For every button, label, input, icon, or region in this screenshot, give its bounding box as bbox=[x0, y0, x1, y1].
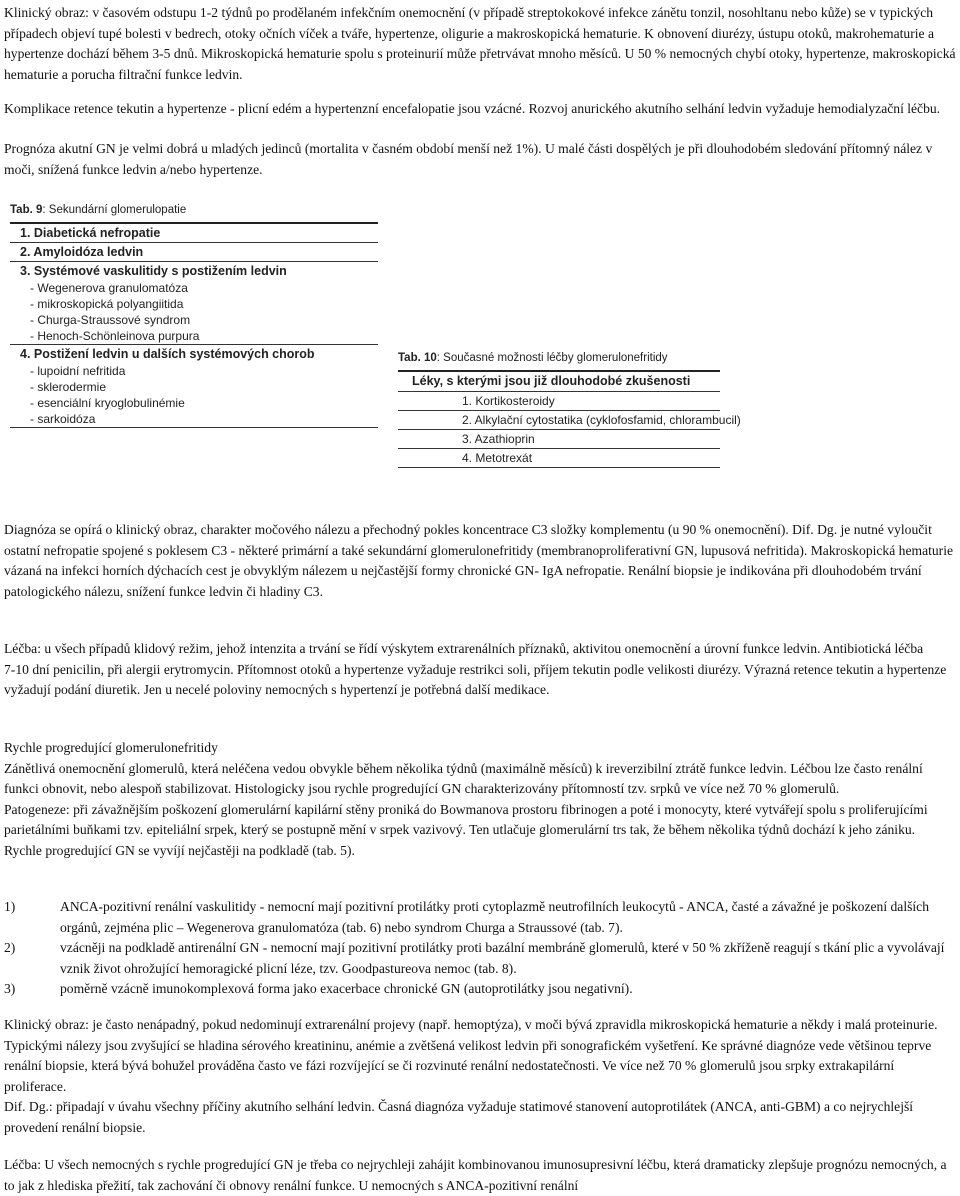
table-group-item: - mikroskopická polyangiitida bbox=[30, 297, 184, 311]
paragraph-text: Klinický obraz: v časovém odstupu 1-2 týdnů po prodělaném infekčním onemocnění (v případě streptokokové infekce zánětu tonzil, nosohltanu nebo kůže) se v typických případech objeví tupé bolesti v bedrech, otoky očních víček a tváře, hypertenze, oligurie a makroskopická hematurie. K obnovení diurézy, ústupu otoků, makrohematurie a hypertenze dochází během 3-5 dnů. Mikroskopická hematurie spolu s proteinurií může přetrvávat mnoho měsíců. U 50 % nemocných chybí otoky, hypertenze, makroskopická hematurie a porucha filtrační funkce ledvin. bbox=[4, 5, 956, 82]
list-number: 2) bbox=[4, 940, 16, 956]
paragraph-rpgn-treatment bbox=[4, 1155, 956, 1196]
section-title: Rychle progredující glomerulonefritidy bbox=[4, 740, 218, 755]
list-item bbox=[4, 938, 956, 979]
list-item bbox=[4, 979, 956, 1000]
table-group-item: - esenciální kryoglobulinémie bbox=[30, 396, 185, 410]
table-group-title: 4. Postižení ledvin u dalších systémových chorob bbox=[20, 347, 315, 361]
list-number: 3) bbox=[4, 981, 16, 997]
list-text: ANCA-pozitivní renální vaskulitidy - nemocní mají pozitivní protilátky proti cytoplazmě neutrofilních leukocytů - ANCA, časté a závažné je poškození dalších orgánů, zejména plic – Wegenerova granulomatóza (tab. 6) nebo syndrom Churga a Straussové (tab. 7). bbox=[60, 899, 930, 935]
table-item: 2. Alkylační cytostatika (cyklofosfamid, chlorambucil) bbox=[462, 413, 741, 427]
paragraph-treatment bbox=[4, 639, 956, 701]
list-number: 1) bbox=[4, 899, 16, 914]
table-header: Léky, s kterými jsou již dlouhodobé zkušenosti bbox=[412, 374, 691, 388]
table-group-item: - sarkoidóza bbox=[30, 412, 96, 426]
table-number: Tab. 9 bbox=[10, 204, 43, 216]
table-body bbox=[398, 392, 741, 468]
table-group bbox=[10, 224, 378, 242]
paragraph-complications bbox=[4, 99, 956, 120]
paragraph-text: Léčba: U všech nemocných s rychle progredující GN je třeba co nejrychleji zahájit kombinovanou imunosupresivní léčbu, která dramaticky zlepšuje prognózu nemocných, a to jak z hlediska přežití, tak zachování či obnovy renální funkce. U nemocných s ANCA-pozitivní renální bbox=[4, 1157, 947, 1193]
table-group bbox=[10, 345, 378, 427]
paragraph-diagnosis bbox=[4, 520, 956, 602]
paragraph-text: Dif. Dg.: připadají v úvahu všechny příčiny akutního selhání ledvin. Časná diagnóza vyžaduje statimové stanovení autoprotilátek (ANCA, anti-GBM) a co nejrychlejší provedení renální biopsie. bbox=[4, 1099, 914, 1135]
table-group bbox=[10, 262, 378, 344]
list-text: poměrně vzácně imunokomplexová forma jako exacerbace chronické GN (autoprotilátky jsou negativní). bbox=[60, 981, 633, 997]
table-item: 1. Kortikosteroidy bbox=[462, 394, 555, 408]
table-body bbox=[10, 224, 378, 428]
list-text: vzácněji na podkladě antirenální GN - nemocní mají pozitivní protilátky proti bazální membráně glomerulů, které v 50 % zkříženě reagují s tkání plic a vyvolávají vznik život ohrožující hemoragické plicní léze, tzv. Goodpastureova nemoc (tab. 8). bbox=[60, 940, 945, 976]
paragraph-text: Diagnóza se opírá o klinický obraz, charakter močového nálezu a přechodný pokles koncentrace C3 složky komplementu (u 90 % onemocnění). Dif. Dg. je nutné vyloučit ostatní nefropatie spojené s poklesem C3 - některé primární a také sekundární glomerulonefritidy (membranoproliferativní GN, lupusová nefritida). Makroskopická hematurie vázaná na infekci horních dýchacích cest je obvyklým nálezem u nejčastější formy chronické GN- IgA nefropatie. Renální biopsie je indikována při dlouhodobém trvání patologického nálezu, snížení funkce ledvin či hladiny C3. bbox=[4, 522, 954, 599]
paragraph-text: Prognóza akutní GN je velmi dobrá u mladých jedinců (mortalita v časném období menší než 1%). U malé části dospělých je při dlouhodobém sledování přítomný nález v moči, snížená funkce ledvin a/nebo hypertenze. bbox=[4, 141, 933, 177]
table-group-item: - lupoidní nefritida bbox=[30, 364, 126, 378]
table-group-item: - Churga-Straussové syndrom bbox=[30, 313, 191, 327]
table-number: Tab. 10 bbox=[398, 352, 437, 364]
paragraph-rpgn-clinical bbox=[4, 1015, 956, 1139]
numbered-list bbox=[4, 897, 956, 1000]
paragraph-text: Komplikace retence tekutin a hypertenze - plicní edém a hypertenzní encefalopatie jsou vzácné. Rozvoj anurického akutního selhání ledvin vyžaduje hemodialyzační léčbu. bbox=[4, 101, 941, 116]
paragraph-clinical-picture bbox=[4, 3, 956, 85]
table-item: 4. Metotrexát bbox=[462, 451, 533, 465]
table-caption bbox=[10, 204, 378, 216]
table-title: : Současné možnosti léčby glomerulonefritidy bbox=[436, 352, 668, 364]
section-rpgn bbox=[4, 738, 956, 862]
list-item bbox=[4, 897, 956, 938]
paragraph-text: Patogeneze: při závažnějším poškození glomerulární kapilární stěny proniká do Bowmanova prostoru fibrinogen a poté i monocyty, které vytvářejí spolu s proliferujícími parietálními buňkami tzv. epiteliální srpek, který se postupně mění v srpek vazivový. Ten utlačuje glomerulární trs tak, že během několika týdnů dochází k jeho zániku. Rychle progredující GN se vyvíjí nejčastěji na podkladě (tab. 5). bbox=[4, 801, 928, 858]
paragraph-prognosis bbox=[4, 139, 956, 180]
paragraph-text: Klinický obraz: je často nenápadný, pokud nedominují extrarenální projevy (např. hemoptýza), v moči bývá zpravidla mikroskopická hematurie a někdy i malá proteinurie. Typickými nálezy jsou zvyšující se hladina sérového kreatininu, anémie a zvětšená velikost ledvin při sonografickém vyšetření. Ke správné diagnóze vede většinou teprve renální biopsie, která bývá bohužel prováděna často ve fázi rozvíjející se či rozvinuté renální nedostatečnosti. Ve více než 70 % glomerulů jsou srpky extrakapilární proliferace. bbox=[4, 1017, 938, 1094]
table-group-title: 3. Systémové vaskulitidy s postižením ledvin bbox=[20, 264, 287, 278]
table-9-secondary-glomerulopathies bbox=[10, 204, 378, 428]
table-group-title: 2. Amyloidóza ledvin bbox=[20, 245, 144, 259]
paragraph-text: Léčba: u všech případů klidový režim, jehož intenzita a trvání se řídí výskytem extrarenálních příznaků, aktivitou onemocnění a úrovní funkce ledvin. Antibiotická léčba bbox=[4, 641, 924, 656]
table-group-item: - Wegenerova granulomatóza bbox=[30, 281, 188, 295]
table-group-item: - sklerodermie bbox=[30, 380, 107, 394]
paragraph-text: Zánětlivá onemocnění glomerulů, která neléčena vedou obvykle během několika týdnů (maximálně měsíců) k ireverzibilní ztrátě funkce ledvin. Léčbou lze často renální funkci obnovit, nebo alespoň stabilizovat. Histologicky jsou rychle progredující GN charakterizovány přítomností tzv. srpků ve více než 70 % glomerulů. bbox=[4, 760, 923, 797]
table-group bbox=[10, 243, 378, 261]
paragraph-text: 7-10 dní penicilin, při alergii erytromycin. Přítomnost otoků a hypertenze vyžaduje restrikci soli, příjem tekutin podle velikosti diurézy. Výrazná retence tekutin a hypertenze vyžadují podání diuretik. Jen u necelé poloviny nemocných s hypertenzí je potřebná další medikace. bbox=[4, 661, 947, 698]
table-group-title: 1. Diabetická nefropatie bbox=[20, 226, 161, 240]
table-rule bbox=[10, 427, 378, 428]
table-caption bbox=[398, 352, 720, 364]
table-item: 3. Azathioprin bbox=[462, 432, 535, 446]
table-title: : Sekundární glomerulopatie bbox=[42, 204, 187, 216]
table-rule bbox=[398, 467, 720, 468]
table-group-item: - Henoch-Schönleinova purpura bbox=[30, 329, 200, 343]
table-10-treatment-options bbox=[398, 352, 741, 468]
